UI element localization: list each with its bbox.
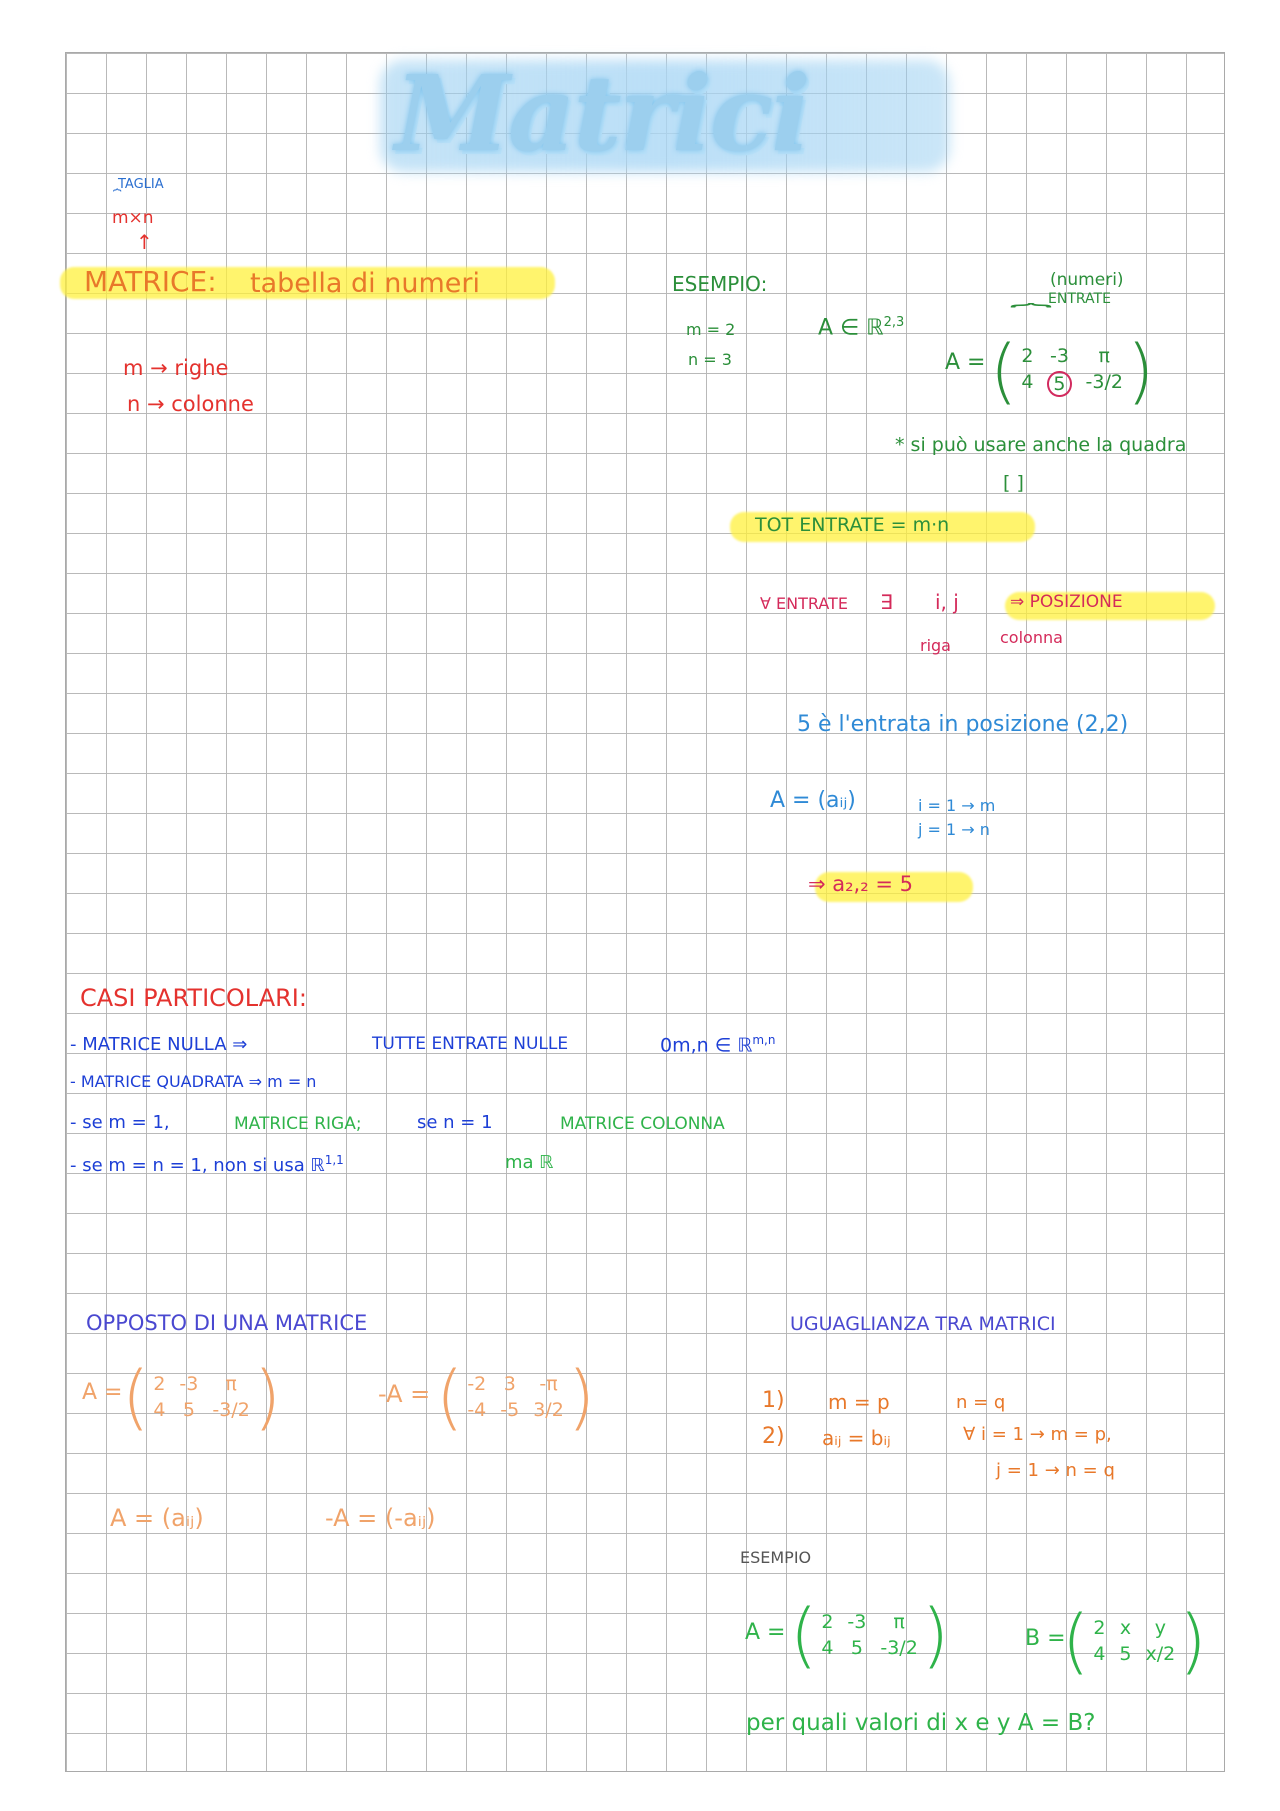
- condition-1-rows: m = p: [828, 1390, 890, 1414]
- right-paren: ): [921, 1594, 950, 1676]
- bracket-symbol: [ ]: [1003, 472, 1024, 494]
- opposite-neg-cells: [463, 1373, 567, 1421]
- entries-caption-bottom: ENTRATE: [1048, 291, 1111, 307]
- left-paren: (: [990, 330, 1018, 412]
- opposite-a-matrix: [122, 1356, 282, 1438]
- aij-definition: A = (aᵢⱼ): [770, 788, 856, 813]
- left-paren: (: [1062, 1600, 1090, 1682]
- equality-b-cells: [1089, 1617, 1179, 1665]
- j-range: j = 1 → n: [918, 820, 990, 839]
- example-matrix-cells: [1017, 345, 1127, 397]
- size-note-label: TAGLIA: [118, 177, 164, 192]
- cell-circled: 5: [1047, 371, 1071, 397]
- cell: x/2: [1145, 1643, 1176, 1665]
- implies-position: ⇒ POSIZIONE: [1010, 592, 1123, 612]
- cell: -3: [179, 1373, 199, 1395]
- opposite-neg-def: -A = (-aᵢⱼ): [325, 1504, 436, 1532]
- example-m-value: m = 2: [686, 320, 736, 339]
- condition-1-cols: n = q: [956, 1392, 1006, 1413]
- position-sentence: 5 è l'entrata in posizione (2,2): [797, 712, 1129, 737]
- row-matrix: MATRICE RIGA;: [234, 1114, 362, 1134]
- left-paren: (: [436, 1356, 464, 1438]
- definition-text: tabella di numeri: [250, 268, 480, 299]
- null-symbol: 0m,n ∈ ℝ$^{m,n}$: [660, 1033, 776, 1057]
- a22-result: ⇒ a₂,₂ = 5: [808, 872, 913, 896]
- cell: 3: [503, 1373, 516, 1395]
- left-paren: (: [122, 1356, 150, 1438]
- cell: 2: [1021, 345, 1034, 367]
- cell: 2: [821, 1611, 834, 1633]
- cell: π: [225, 1373, 237, 1395]
- equality-a-label: A =: [745, 1620, 786, 1645]
- opposite-a-def: A = (aᵢⱼ): [110, 1504, 204, 1532]
- right-paren: ): [253, 1356, 282, 1438]
- null-matrix-desc: TUTTE ENTRATE NULLE: [372, 1034, 569, 1054]
- opposite-neg-label: -A =: [378, 1380, 431, 1408]
- column-case-start: se n = 1: [417, 1112, 493, 1133]
- colonna-label: colonna: [1000, 628, 1063, 647]
- example-membership: A ∈ ℝ$^{2,3}$: [818, 315, 905, 341]
- condition-2-entries: aᵢⱼ = bᵢⱼ: [822, 1426, 891, 1450]
- cell: y: [1154, 1617, 1166, 1639]
- size-note-arrow: ↑: [136, 230, 153, 254]
- null-matrix: - MATRICE NULLA ⇒: [70, 1034, 248, 1055]
- cell: π: [893, 1611, 905, 1633]
- condition-1-number: 1): [762, 1388, 785, 1413]
- riga-label: riga: [920, 636, 951, 655]
- definition-n-line: n → colonne: [127, 392, 254, 416]
- cell: 3/2: [533, 1399, 564, 1421]
- equality-a-cells: [817, 1611, 921, 1659]
- definition-term: MATRICE:: [84, 265, 217, 298]
- cell: 4: [821, 1637, 834, 1659]
- column-matrix: MATRICE COLONNA: [560, 1114, 725, 1134]
- equality-b-matrix: [1062, 1600, 1207, 1682]
- equality-b-label: B =: [1025, 1626, 1066, 1651]
- row-case-start: - se m = 1,: [70, 1112, 170, 1133]
- opposite-neg-matrix: [436, 1356, 596, 1438]
- cell: 5: [182, 1399, 195, 1421]
- right-paren: ): [567, 1356, 596, 1438]
- cell: -3/2: [1085, 371, 1123, 393]
- condition-2-i-range: ∀ i = 1 → m = p,: [963, 1424, 1112, 1445]
- one-by-one-end: ma ℝ: [505, 1152, 554, 1173]
- size-note-brace: ⏞: [113, 189, 122, 205]
- equality-heading: UGUAGLIANZA TRA MATRICI: [790, 1313, 1056, 1335]
- ij-indices: i, j: [935, 590, 959, 614]
- cell: -3: [1049, 345, 1069, 367]
- total-entries: TOT ENTRATE = m·n: [755, 514, 950, 536]
- bracket-note: * si può usare anche la quadra: [895, 434, 1187, 456]
- example-matrix-label: A =: [945, 350, 986, 375]
- opposite-a-label: A =: [82, 1380, 123, 1405]
- for-all-entries: ∀ ENTRATE: [760, 594, 848, 613]
- cell: 4: [153, 1399, 166, 1421]
- example-label: ESEMPIO:: [672, 272, 768, 296]
- cell: -π: [539, 1373, 558, 1395]
- cell: 2: [1093, 1617, 1106, 1639]
- opposite-a-cells: [149, 1373, 253, 1421]
- left-paren: (: [790, 1594, 818, 1676]
- example-matrix: [990, 330, 1155, 412]
- entries-brace: ⏞: [1010, 302, 1052, 326]
- cell: 4: [1093, 1643, 1106, 1665]
- size-note-value: m×n: [112, 208, 154, 228]
- definition-m-line: m → righe: [123, 356, 229, 380]
- equality-example-label: ESEMPIO: [740, 1548, 812, 1567]
- cell: x: [1119, 1617, 1132, 1639]
- exists-symbol: ∃: [880, 590, 893, 614]
- right-paren: ): [1126, 330, 1155, 412]
- condition-2-j-range: j = 1 → n = q: [996, 1460, 1115, 1481]
- page-title: Matrici: [395, 52, 809, 175]
- i-range: i = 1 → m: [918, 796, 996, 815]
- cell: 5: [850, 1637, 863, 1659]
- right-paren: ): [1179, 1600, 1207, 1682]
- example-n-value: n = 3: [688, 350, 732, 369]
- opposite-heading: OPPOSTO DI UNA MATRICE: [86, 1311, 368, 1335]
- cell: 5: [1119, 1643, 1132, 1665]
- equality-question: per quali valori di x e y A = B?: [746, 1710, 1096, 1736]
- cell: -5: [500, 1399, 520, 1421]
- condition-2-number: 2): [762, 1424, 785, 1449]
- special-cases-heading: CASI PARTICOLARI:: [80, 984, 307, 1012]
- cell: -3/2: [212, 1399, 250, 1421]
- cell: π: [1098, 345, 1110, 367]
- cell: -4: [467, 1399, 487, 1421]
- cell: -3: [847, 1611, 867, 1633]
- cell: -3/2: [880, 1637, 918, 1659]
- one-by-one-case: - se m = n = 1, non si usa ℝ$^{1,1}$: [70, 1153, 344, 1176]
- equality-a-matrix: [790, 1594, 950, 1676]
- cell: 2: [153, 1373, 166, 1395]
- cell: 4: [1021, 371, 1034, 393]
- square-matrix: - MATRICE QUADRATA ⇒ m = n: [70, 1072, 317, 1091]
- entries-caption-top: (numeri): [1050, 270, 1124, 290]
- cell: -2: [467, 1373, 487, 1395]
